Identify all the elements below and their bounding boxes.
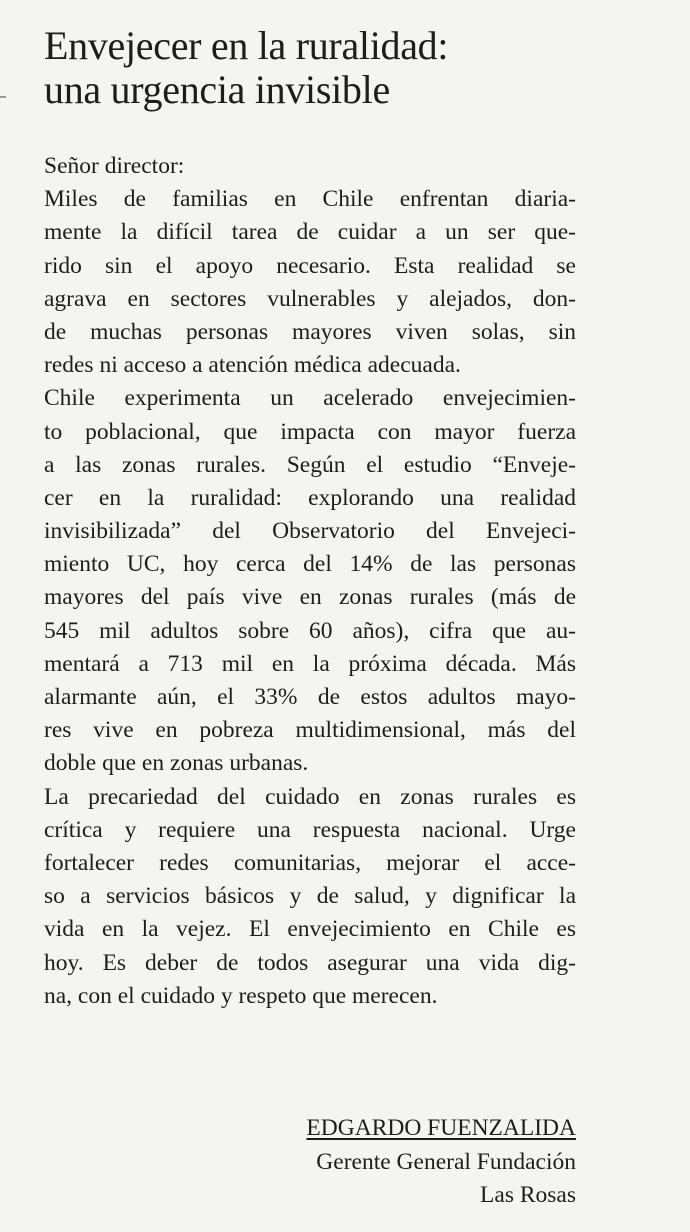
- body-line: hoy. Es deber de todos asegurar una vida dig-: [44, 949, 576, 976]
- signature-block: [306, 1112, 576, 1213]
- body-line: miento UC, hoy cerca del 14% de las personas: [44, 551, 576, 578]
- body-line: res vive en pobreza multidimensional, más del: [44, 717, 576, 744]
- margin-tick: [0, 96, 6, 98]
- body-line: Señor director:: [44, 153, 185, 179]
- headline-line: Envejecer en la ruralidad:: [44, 23, 449, 68]
- body-line: La precariedad del cuidado en zonas rurales es: [44, 783, 576, 810]
- body-line: mentará a 713 mil en la próxima década. Más: [44, 650, 576, 677]
- signature-organization: Las Rosas: [480, 1182, 576, 1208]
- body-line: alarmante aún, el 33% de estos adultos mayo-: [44, 684, 576, 710]
- body-line: redes ni acceso a atención médica adecuada.: [44, 352, 461, 379]
- body-line: agrava en sectores vulnerables y alejados, don-: [44, 285, 576, 312]
- body-line: Miles de familias en Chile enfrentan diaria-: [44, 186, 576, 213]
- body-line: Chile experimenta un acelerado envejecimien-: [44, 385, 576, 412]
- body-line: fortalecer redes comunitarias, mejorar el acce-: [44, 849, 576, 876]
- signature-name: EDGARDO FUENZALIDA: [306, 1115, 576, 1141]
- signature-role: Gerente General Fundación: [316, 1148, 576, 1175]
- body-line: to poblacional, que impacta con mayor fuerza: [44, 418, 576, 445]
- headline: [44, 24, 664, 112]
- body-line: na, con el cuidado y respeto que merecen.: [44, 982, 438, 1009]
- body-line: cer en la ruralidad: explorando una realidad: [44, 484, 576, 511]
- headline-line: una urgencia invisible: [44, 67, 390, 112]
- body-line: a las zonas rurales. Según el estudio “Enveje-: [44, 451, 576, 478]
- body-line: so a servicios básicos y de salud, y dignificar la: [44, 883, 576, 910]
- body-line: vida en la vejez. El envejecimiento en Chile es: [44, 916, 576, 943]
- letter-body: [44, 150, 576, 1013]
- body-line: 545 mil adultos sobre 60 años), cifra que au-: [44, 617, 576, 644]
- body-line: invisibilizada” del Observatorio del Envejeci-: [44, 518, 576, 545]
- body-line: mente la difícil tarea de cuidar a un ser que-: [44, 219, 576, 246]
- body-line: de muchas personas mayores viven solas, sin: [44, 318, 576, 345]
- body-line: doble que en zonas urbanas.: [44, 750, 309, 777]
- body-line: crítica y requiere una respuesta nacional. Urge: [44, 816, 576, 843]
- body-line: rido sin el apoyo necesario. Esta realidad se: [44, 252, 576, 279]
- body-line: mayores del país vive en zonas rurales (más de: [44, 584, 576, 611]
